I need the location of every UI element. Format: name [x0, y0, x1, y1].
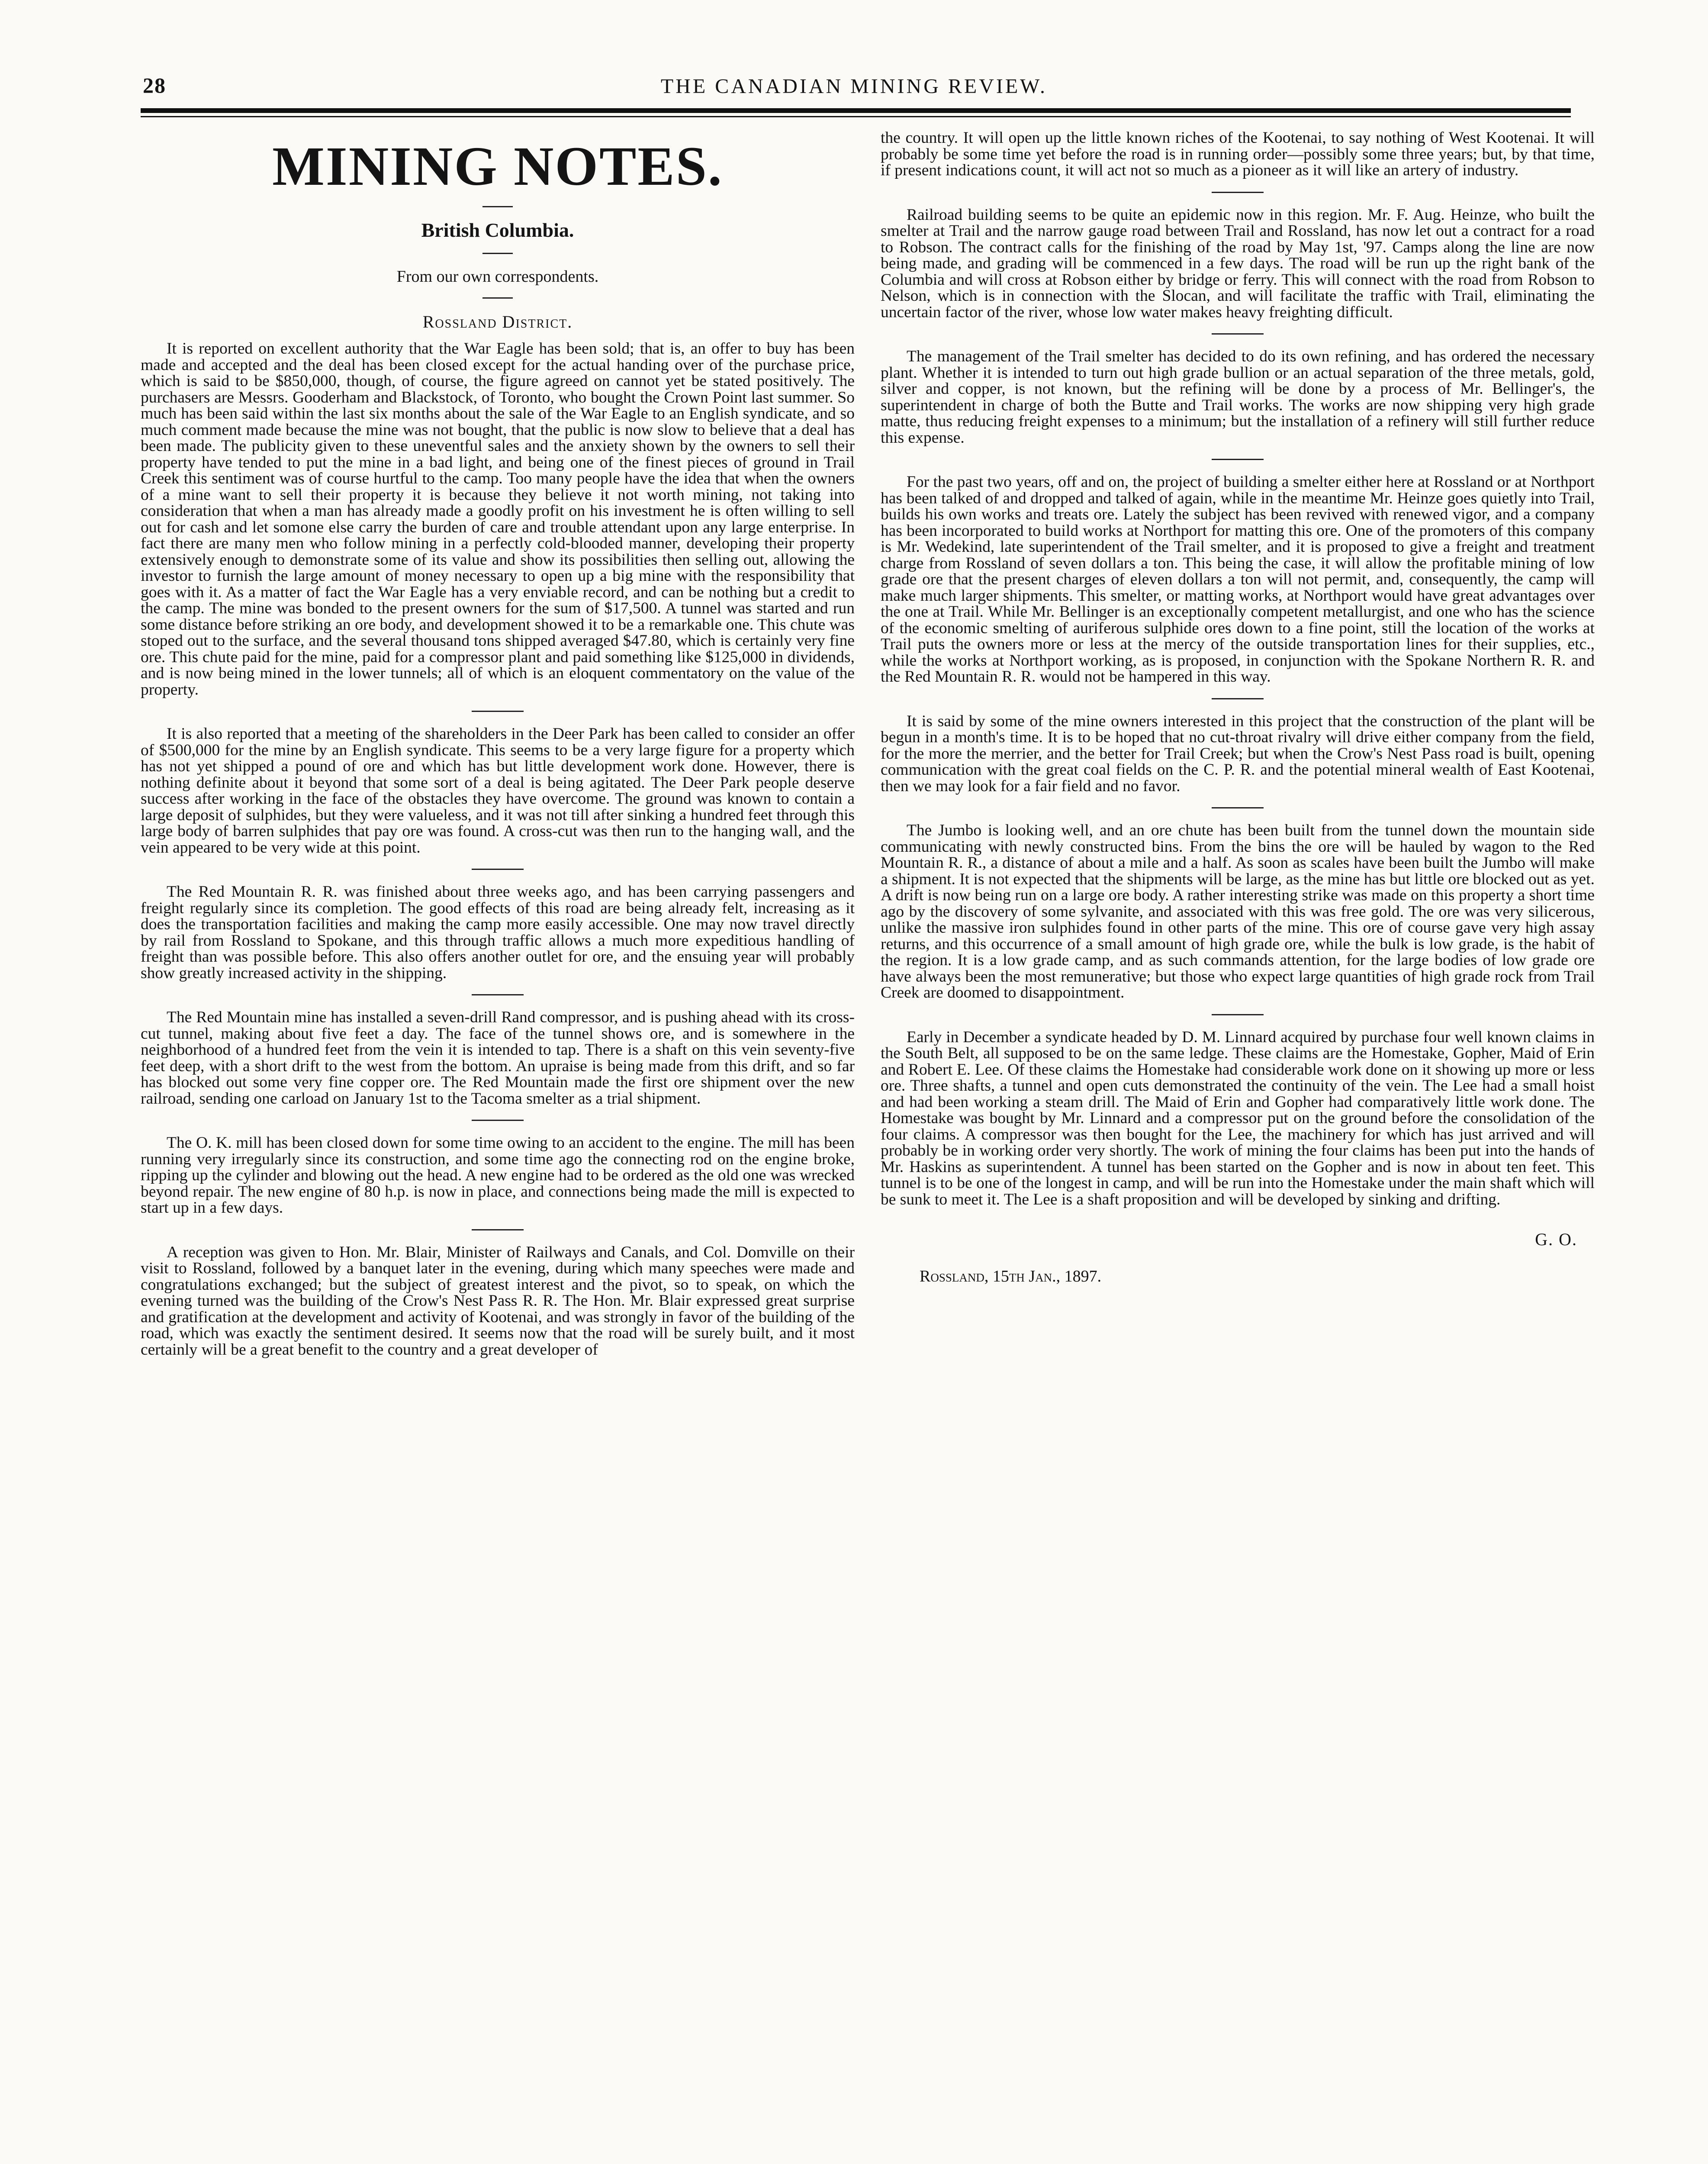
right-column	[881, 130, 1595, 1286]
dateline: Rossland, 15th Jan., 1897.	[920, 1267, 1102, 1285]
page-number: 28	[143, 73, 166, 97]
paragraph: The Red Mountain R. R. was finished about three weeks ago, and has been carrying passengers and freight regularly since its completion. The good effects of this road are being already felt, increasing as it does the transportation facilities and making the camp more easily accessible. One may now travel directly by rail from Rossland to Spokane, and this through traffic allows a much more expeditious handling of freight than was possible before. This also offers another outlet for ore, and the ensuing year will probably show greatly increased activity in the shipping.	[141, 883, 855, 982]
province-heading: British Columbia.	[421, 219, 574, 241]
paragraph: the country. It will open up the little known riches of the Kootenai, to say nothing of West Kootenai. It will probably be some time yet before the road is in running order—possibly some three years; but, by that time, if present indications count, it will act not so much as a pioneer as it will like an artery of industry.	[881, 129, 1595, 179]
paragraph: The management of the Trail smelter has decided to do its own refining, and has ordered the necessary plant. Whether it is intended to turn out high grade bullion or an actual separation of the three metals, gold, silver and copper, is not known, but the refining will be done by a process of Mr. Bellinger's, the superintendent in charge of both the Butte and Trail works. The works are now shipping very high grade matte, thus reducing freight expenses to a minimum; but the installation of a refinery will still further reduce this expense.	[881, 348, 1595, 447]
paragraph: The Jumbo is looking well, and an ore chute has been built from the tunnel down the mountain side communicating with newly constructed bins. From the bins the ore will be hauled by wagon to the Red Mountain R. R., a distance of about a mile and a half. As soon as scales have been built the Jumbo will make a shipment. It is not expected that the shipments will be large, as the mine has but little ore blocked out as yet. A drift is now being run on a large ore body. A rather interesting strike was made on this property a short time ago by the discovery of some sylvanite, and associated with this was free gold. The ore was very silicerous, unlike the massive iron sulphides found in other parts of the mine. This ore of course gave very high assay returns, and this occurrence of a small amount of high grade ore, while the bulk is low grade, is the habit of the region. It is a low grade camp, and as such commands attention, for the large bodies of low grade ore have always been the most remunerative; but those who expect large quantities of high grade rock from Trail Creek are doomed to disappointment.	[881, 821, 1595, 1001]
running-head: THE CANADIAN MINING REVIEW.	[660, 75, 1048, 98]
divider	[482, 297, 513, 299]
paragraph-divider	[1212, 459, 1264, 460]
paragraph: The Red Mountain mine has installed a seven-drill Rand compressor, and is pushing ahead with its cross-cut tunnel, making about five feet a day. The face of the tunnel shows ore, and is somewhere in the neighborhood of a hundred feet from the vein it is intended to tap. There is a shaft on this vein seventy-five feet deep, with a short drift to the west from the bottom. An upraise is being made from this drift, and so far has blocked out some very fine copper ore. The Red Mountain made the first ore shipment over the new railroad, sending one carload on January 1st to the Tacoma smelter as a trial shipment.	[141, 1008, 855, 1108]
paragraph-divider	[1212, 698, 1264, 699]
header-rule-thin	[141, 116, 1571, 117]
paragraph-divider	[472, 1120, 524, 1121]
district-heading: Rossland District.	[422, 312, 573, 332]
paragraph-divider	[472, 711, 524, 712]
divider	[482, 253, 513, 254]
paragraph: Railroad building seems to be quite an epidemic now in this region. Mr. F. Aug. Heinze, who built the smelter at Trail and the narrow gauge road between Trail and Rossland, has now let out a contract for a road to Robson. The contract calls for the finishing of the road by May 1st, '97. Camps along the line are now being made, and grading will be commenced in a few days. The road will be run up the right bank of the Columbia and will cross at Robson either by bridge or ferry. This will connect with the road from Robson to Nelson, which is in connection with the Slocan, and will facilitate the traffic with Trail, eliminating the uncertain factor of the river, whose low water makes heavy freighting difficult.	[881, 206, 1595, 321]
paragraph: A reception was given to Hon. Mr. Blair, Minister of Railways and Canals, and Col. Domville on their visit to Rossland, followed by a banquet later in the evening, during which many speeches were made and congratulations exchanged; but the subject of greatest interest and the pivot, so to speak, on which the evening turned was the building of the Crow's Nest Pass R. R. The Hon. Mr. Blair expressed great surprise and gratification at the development and activity of Kootenai, and was strongly in favor of the building of the road, which was exactly the sentiment desired. It seems now that the road will be surely built, and it most certainly will be a great benefit to the country and a great developer of	[141, 1243, 855, 1359]
article-title: MINING NOTES.	[272, 135, 723, 197]
paragraph-divider	[1212, 192, 1264, 193]
paragraph-divider	[1212, 1014, 1264, 1015]
paragraph: Early in December a syndicate headed by D. M. Linnard acquired by purchase four well known claims in the South Belt, all supposed to be on the same ledge. These claims are the Homestake, Gopher, Maid of Erin and Robert E. Lee. Of these claims the Homestake had considerable work done on it showing up more or less ore. Three shafts, a tunnel and open cuts demonstrated the continuity of the vein. The Lee had a small hoist and had been working a steam drill. The Maid of Erin and Gopher had comparatively little work done. The Homestake was bought by Mr. Linnard and a compressor put on the ground before the consolidation of the four claims. A compressor was then bought for the Lee, the machinery for which has just arrived and will probably be in working order very shortly. The work of mining the four claims has been put into the hands of Mr. Haskins as superintendent. A tunnel has been started on the Gopher and is now in about ten feet. This tunnel is to be one of the longest in camp, and will be run into the Homestake under the main shaft which will be sunk to meet it. The Lee is a shaft proposition and will be developed by sinking and drifting.	[881, 1028, 1595, 1208]
paragraph: It is reported on excellent authority that the War Eagle has been sold; that is, an offer to buy has been made and accepted and the deal has been closed except for the actual handing over of the purchase price, which is said to be $850,000, though, of course, the figure agreed on cannot yet be stated positively. The purchasers are Messrs. Gooderham and Blackstock, of Toronto, who bought the Crown Point last summer. So much has been said within the last six months about the sale of the War Eagle to an English syndicate, and so much comment made because the mine was not bought, that the public is now slow to believe that a deal has been made. The publicity given to these uneventful sales and the anxiety shown by the owners to sell their property have tended to put the mine in a bad light, and being one of the finest pieces of ground in Trail Creek this sentiment was of course hurtful to the camp. Too many people have the idea that when the owners of a mine want to sell their property it is because they believe it not worth mining, not taking into consideration that when a man has already made a goodly profit on his investment he is often willing to sell out for cash and let somone else carry the burden of care and trouble attendant upon any large enterprise. In fact there are many men who follow mining in a perfectly cold-blooded manner, developing their property extensively enough to demonstrate some of its value and show its possibilities then selling out, allowing the investor to furnish the large amount of money necessary to open up a big mine with the responsibility that goes with it. As a matter of fact the War Eagle has a very enviable record, and can be nothing but a credit to the camp. The mine was bonded to the present owners for the sum of $17,500. A tunnel was started and run some distance before striking an ore body, and development showed it to be a remarkable one. This chute was stoped out to the surface, and the several thousand tons shipped averaged $47.80, which is certainly very fine ore. This chute paid for the mine, paid for a compressor plant and paid something like $125,000 in dividends, and is now being mined in the lower tunnels; all of which is an eloquent commentatory on the value of the property.	[141, 340, 855, 699]
divider	[482, 206, 513, 207]
paragraph-divider	[472, 869, 524, 870]
paragraph: For the past two years, off and on, the project of building a smelter either here at Rossland or at Northport has been talked of and dropped and talked of again, while in the meantime Mr. Heinze goes quietly into Trail, builds his own works and treats ore. Lately the subject has been revived with renewed vigor, and a company has been incorporated to build works at Northport for matting this ore. One of the promoters of this company is Mr. Wedekind, late superintendent of the Trail smelter, and it is proposed to give a freight and treatment charge from Rossland of seven dollars a ton. This being the case, it will allow the profitable mining of low grade ore that the present charges of eleven dollars a ton will not permit, and, consequently, the camp will make much larger shipments. This smelter, or matting works, at Northport would have great advantages over the one at Trail. While Mr. Bellinger is an exceptionally competent metallurgist, and one who has the science of the economic smelting of auriferous sulphide ores down to a fine point, still the location of the works at Trail puts the owners more or less at the mercy of the outside transportation lines for their supplies, etc., while the works at Northport working, as is proposed, in conjunction with the Spokane Northern R. R. and the Red Mountain R. R. would not be hampered in this way.	[881, 473, 1595, 686]
paragraph-divider	[472, 994, 524, 995]
paragraph-divider	[472, 1229, 524, 1230]
paragraph: It is also reported that a meeting of the shareholders in the Deer Park has been called to consider an offer of $500,000 for the mine by an English syndicate. This seems to be a very large figure for a property which has not yet shipped a pound of ore and which has but little development work done. However, there is nothing definite about it beyond that some sort of a deal is being agitated. The Deer Park people deserve success after working in the face of the obstacles they have overcome. The ground was known to contain a large deposit of sulphides, but they were valueless, and it was not till after sinking a hundred feet through this large body of barren sulphides that pay ore was found. A cross-cut was then run to the hanging wall, and the vein appeared to be very wide at this point.	[141, 725, 855, 857]
byline: From our own correspondents.	[396, 267, 599, 286]
signature: G. O.	[1535, 1230, 1577, 1249]
paragraph-divider	[1212, 807, 1264, 808]
paragraph-divider	[1212, 333, 1264, 335]
left-column	[141, 130, 855, 1358]
header-rule-thick	[141, 108, 1571, 113]
paragraph: It is said by some of the mine owners interested in this project that the construction of the plant will be begun in a month's time. It is to be hoped that no cut-throat rivalry will drive either company from the field, for the more the merrier, and the better for Trail Creek; but when the Crow's Nest Pass road is built, opening communication with the great coal fields on the C. P. R. and the potential mineral wealth of East Kootenai, then we may look for a fair field and no favor.	[881, 712, 1595, 795]
paragraph: The O. K. mill has been closed down for some time owing to an accident to the engine. The mill has been running very irregularly since its construction, and some time ago the connecting rod on the engine broke, ripping up the cylinder and blowing out the head. A new engine had to be ordered as the old one was wrecked beyond repair. The new engine of 80 h.p. is now in place, and connections being made the mill is expected to start up in a few days.	[141, 1134, 855, 1217]
